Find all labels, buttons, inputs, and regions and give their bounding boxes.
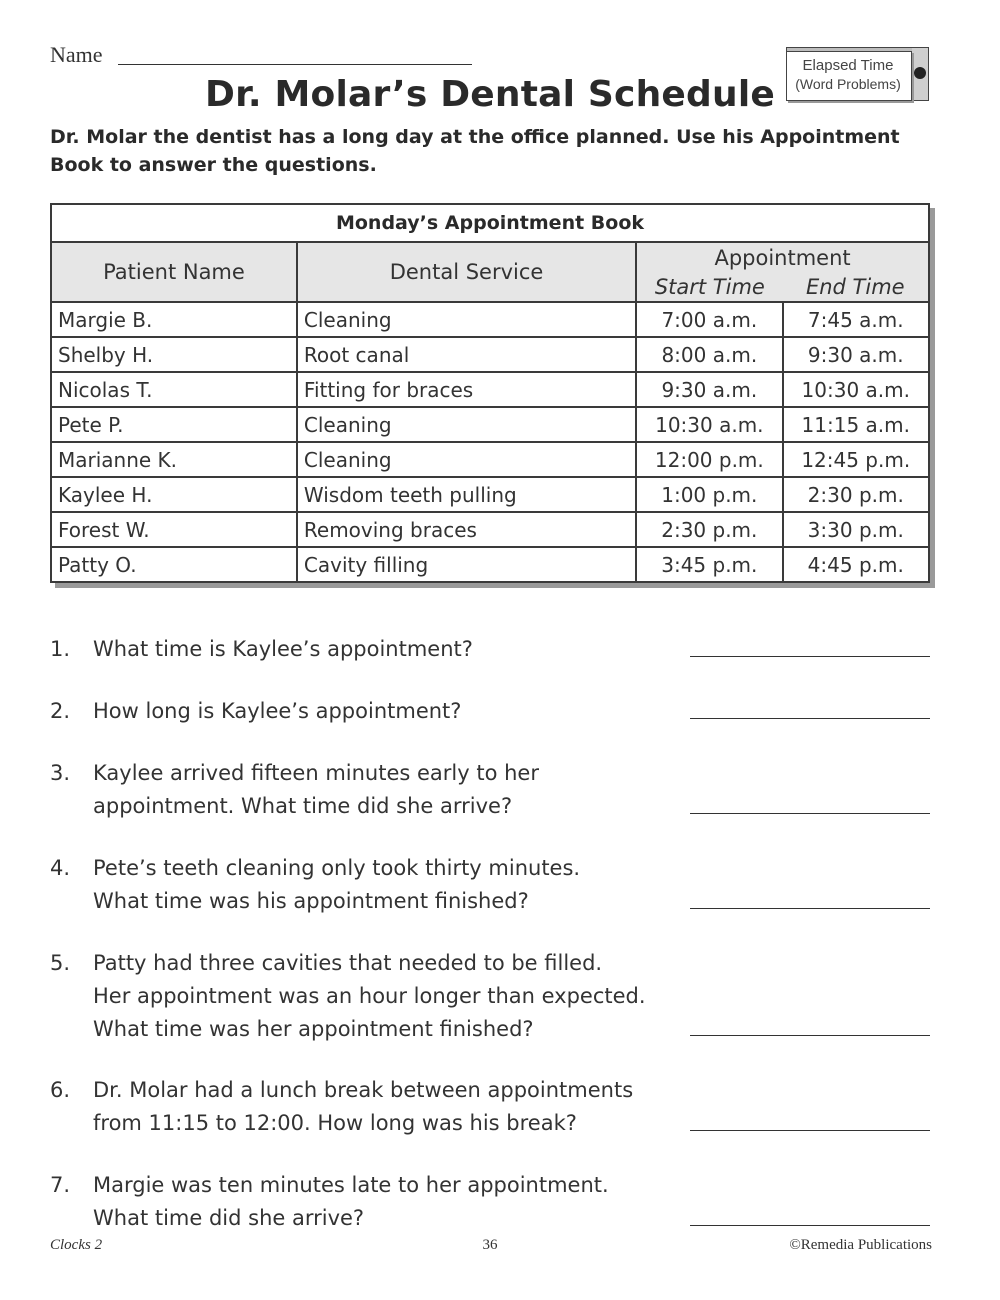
- end-time-cell: 9:30 a.m.: [783, 337, 929, 372]
- question-number: 2.: [50, 699, 71, 723]
- dental-service-cell: Cleaning: [297, 302, 636, 337]
- dental-service-cell: Cleaning: [297, 407, 636, 442]
- question-text: [93, 852, 693, 918]
- end-time-cell: 7:45 a.m.: [783, 302, 929, 337]
- table-row: [51, 407, 929, 442]
- table-row: [51, 442, 929, 477]
- end-time-cell: 12:45 p.m.: [783, 442, 929, 477]
- name-label: Name: [50, 42, 103, 67]
- table-row: [51, 547, 929, 582]
- start-time-cell: 12:00 p.m.: [636, 442, 782, 477]
- table-row: [51, 337, 929, 372]
- header-start-time: Start Time: [636, 273, 782, 302]
- answer-line[interactable]: [690, 718, 930, 719]
- start-time-cell: 3:45 p.m.: [636, 547, 782, 582]
- question-number: 6.: [50, 1078, 71, 1102]
- start-time-cell: 9:30 a.m.: [636, 372, 782, 407]
- table-caption: Monday’s Appointment Book: [51, 204, 929, 242]
- page-title: Dr. Molar’s Dental Schedule: [205, 74, 775, 115]
- start-time-cell: 10:30 a.m.: [636, 407, 782, 442]
- table-row: [51, 512, 929, 547]
- question-line: appointment. What time did she arrive?: [93, 794, 513, 818]
- question-line: Kaylee arrived fifteen minutes early to her: [93, 761, 539, 785]
- appointment-table: [50, 203, 930, 583]
- table-row: [51, 302, 929, 337]
- end-time-cell: 2:30 p.m.: [783, 477, 929, 512]
- question-text: [93, 633, 693, 666]
- end-time-cell: 10:30 a.m.: [783, 372, 929, 407]
- question-line: What time is Kaylee’s appointment?: [93, 637, 473, 661]
- footer-publisher: ©Remedia Publications: [789, 1237, 932, 1253]
- question-line: Dr. Molar had a lunch break between appointments: [93, 1078, 634, 1102]
- start-time-cell: 2:30 p.m.: [636, 512, 782, 547]
- question-line: Pete’s teeth cleaning only took thirty minutes.: [93, 856, 581, 880]
- answer-line[interactable]: [690, 908, 930, 909]
- dental-service-cell: Root canal: [297, 337, 636, 372]
- header-dental-service: Dental Service: [297, 242, 636, 302]
- answer-line[interactable]: [690, 656, 930, 657]
- header-patient-name: Patient Name: [51, 242, 297, 302]
- question-text: [93, 947, 693, 1046]
- dental-service-cell: Cavity filling: [297, 547, 636, 582]
- table-row: [51, 372, 929, 407]
- answer-line[interactable]: [690, 1035, 930, 1036]
- question-line: What time was his appointment finished?: [93, 889, 529, 913]
- header-end-time: End Time: [783, 273, 929, 302]
- start-time-cell: 8:00 a.m.: [636, 337, 782, 372]
- end-time-cell: 3:30 p.m.: [783, 512, 929, 547]
- question-number: 3.: [50, 761, 71, 785]
- end-time-cell: 4:45 p.m.: [783, 547, 929, 582]
- end-time-cell: 11:15 a.m.: [783, 407, 929, 442]
- question-number: 4.: [50, 856, 71, 880]
- patient-name-cell: Patty O.: [51, 547, 297, 582]
- question-text: [93, 1074, 693, 1140]
- dental-service-cell: Cleaning: [297, 442, 636, 477]
- start-time-cell: 1:00 p.m.: [636, 477, 782, 512]
- question-line: What time was her appointment finished?: [93, 1017, 534, 1041]
- name-field-line[interactable]: [118, 64, 472, 65]
- patient-name-cell: Nicolas T.: [51, 372, 297, 407]
- tag-line-2: (Word Problems): [795, 76, 901, 92]
- patient-name-cell: Kaylee H.: [51, 477, 297, 512]
- question-text: [93, 757, 693, 823]
- footer-book-title: Clocks 2: [50, 1237, 103, 1253]
- patient-name-cell: Shelby H.: [51, 337, 297, 372]
- start-time-cell: 7:00 a.m.: [636, 302, 782, 337]
- answer-line[interactable]: [690, 813, 930, 814]
- question-line: How long is Kaylee’s appointment?: [93, 699, 462, 723]
- question-number: 1.: [50, 637, 71, 661]
- question-number: 7.: [50, 1173, 71, 1197]
- patient-name-cell: Pete P.: [51, 407, 297, 442]
- question-text: [93, 1169, 693, 1235]
- dental-service-cell: Wisdom teeth pulling: [297, 477, 636, 512]
- question-line: Her appointment was an hour longer than expected.: [93, 984, 646, 1008]
- question-text: [93, 695, 693, 728]
- dental-service-cell: Removing braces: [297, 512, 636, 547]
- question-line: Margie was ten minutes late to her appointment.: [93, 1173, 609, 1197]
- question-line: from 11:15 to 12:00. How long was his break?: [93, 1111, 577, 1135]
- patient-name-cell: Forest W.: [51, 512, 297, 547]
- table-row: [51, 477, 929, 512]
- question-line: What time did she arrive?: [93, 1206, 365, 1230]
- page-number: 36: [482, 1237, 498, 1253]
- question-number: 5.: [50, 951, 71, 975]
- answer-line[interactable]: [690, 1130, 930, 1131]
- header-appointment: Appointment: [636, 242, 929, 273]
- answer-line[interactable]: [690, 1225, 930, 1226]
- dental-service-cell: Fitting for braces: [297, 372, 636, 407]
- patient-name-cell: Margie B.: [51, 302, 297, 337]
- question-line: Patty had three cavities that needed to be filled.: [93, 951, 603, 975]
- patient-name-cell: Marianne K.: [51, 442, 297, 477]
- intro-text: Dr. Molar the dentist has a long day at the office planned. Use his Appointment Book to answer the questions.: [50, 126, 900, 176]
- appointment-book: [50, 203, 930, 583]
- tag-line-1: Elapsed Time: [802, 57, 894, 74]
